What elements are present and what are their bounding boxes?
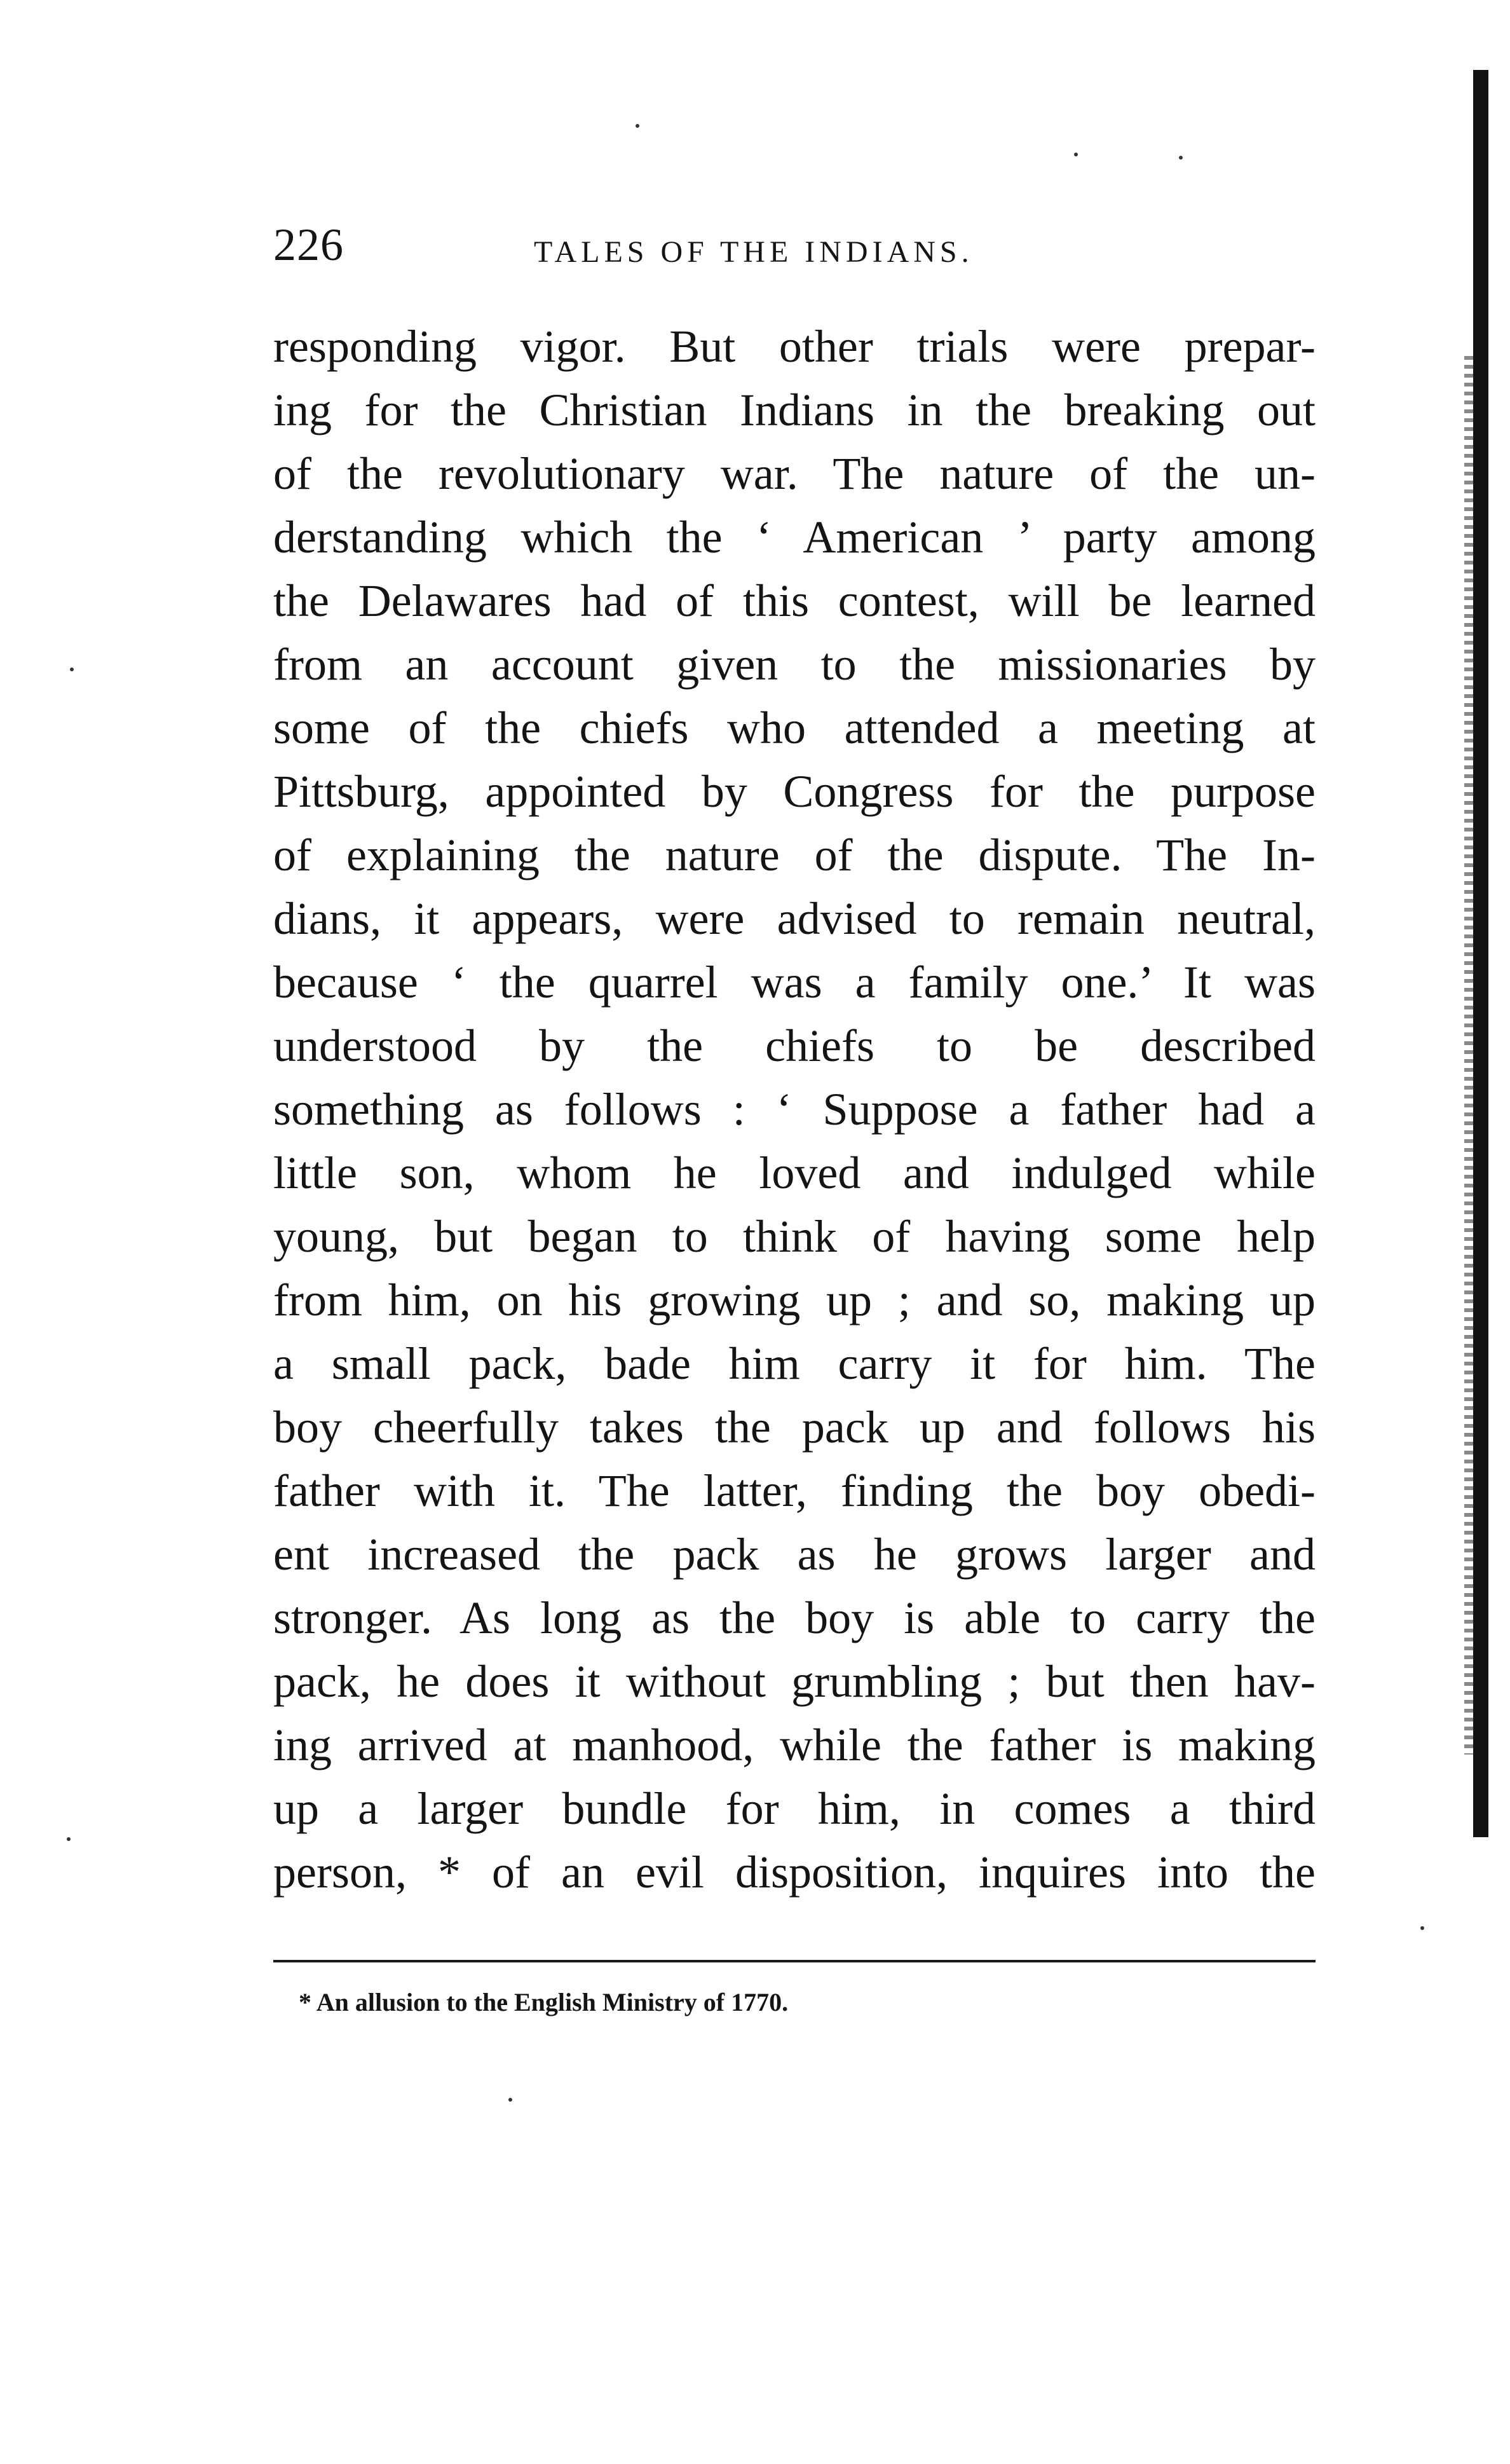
text-line: a small pack, bade him carry it for him. The: [273, 1338, 1316, 1389]
text-line: person, * of an evil disposition, inquires into the: [273, 1847, 1316, 1898]
page-gutter-shadow: [1464, 356, 1473, 1755]
footnote: * An allusion to the English Ministry of 1770.: [299, 1988, 789, 2016]
text-line: little son, whom he loved and indulged while: [273, 1147, 1316, 1198]
text-line: of the revolutionary war. The nature of the un-: [273, 448, 1316, 499]
text-line: ent increased the pack as he grows larger and: [273, 1529, 1316, 1580]
body-text: [273, 315, 1316, 1904]
text-line: of explaining the nature of the dispute. The In-: [273, 830, 1316, 880]
text-line: the Delawares had of this contest, will be learned: [273, 575, 1316, 626]
text-line: ing arrived at manhood, while the father is making: [273, 1720, 1316, 1770]
text-line: ing for the Christian Indians in the breaking out: [273, 385, 1316, 435]
page-gutter-edge: [1473, 70, 1488, 1837]
text-line: responding vigor. But other trials were prepar-: [273, 321, 1316, 372]
text-line: from an account given to the missionaries by: [273, 639, 1316, 690]
ink-speck: [636, 124, 639, 128]
ink-speck: [1074, 153, 1078, 156]
page-number: 226: [273, 219, 344, 270]
running-head: TALES OF THE INDIANS.: [534, 235, 974, 269]
text-line: something as follows : ‘ Suppose a father had a: [273, 1084, 1316, 1135]
text-line: stronger. As long as the boy is able to carry the: [273, 1592, 1316, 1643]
text-line: boy cheerfully takes the pack up and follows his: [273, 1402, 1316, 1453]
ink-speck: [1420, 1926, 1424, 1930]
text-line: derstanding which the ‘ American ’ party among: [273, 512, 1316, 563]
ink-speck: [1179, 156, 1183, 160]
text-line: from him, on his growing up ; and so, making up: [273, 1275, 1316, 1325]
text-line: understood by the chiefs to be described: [273, 1020, 1316, 1071]
ink-speck: [70, 667, 74, 671]
text-line: because ‘ the quarrel was a family one.’ It was: [273, 957, 1316, 1008]
ink-speck: [67, 1837, 71, 1841]
ink-speck: [508, 2098, 512, 2102]
text-line: father with it. The latter, finding the boy obedi-: [273, 1465, 1316, 1516]
text-line: young, but began to think of having some help: [273, 1211, 1316, 1262]
text-line: some of the chiefs who attended a meeting at: [273, 702, 1316, 753]
text-line: dians, it appears, were advised to remain neutral,: [273, 893, 1316, 944]
text-line: pack, he does it without grumbling ; but then hav-: [273, 1656, 1316, 1707]
text-line: Pittsburg, appointed by Congress for the purpose: [273, 766, 1316, 817]
text-line: up a larger bundle for him, in comes a third: [273, 1783, 1316, 1834]
page-header: [273, 213, 1074, 277]
footnote-rule: [273, 1960, 1316, 1962]
